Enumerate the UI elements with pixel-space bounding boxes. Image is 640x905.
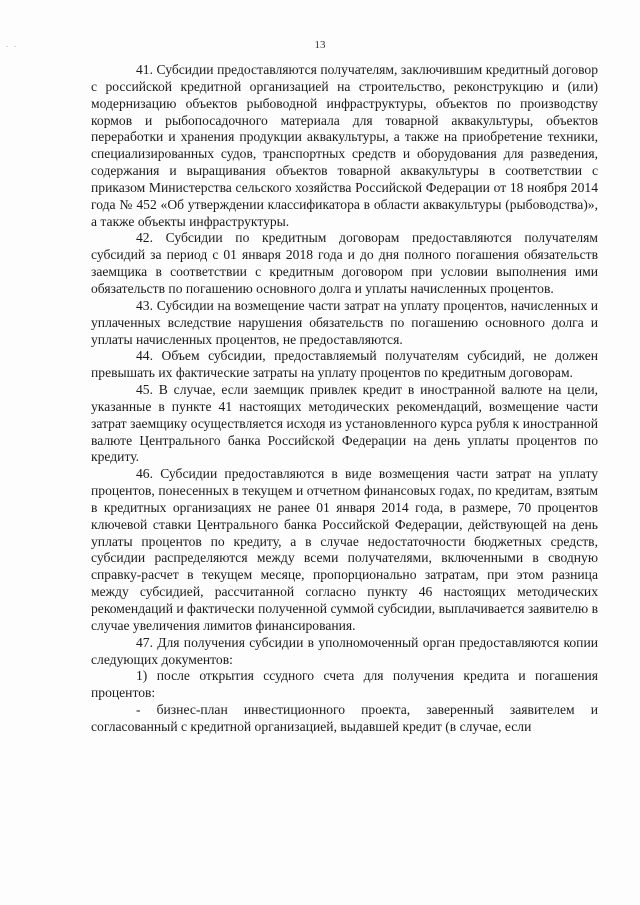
document-body: [91, 62, 598, 736]
page-number: 13: [314, 39, 326, 51]
paragraph-47: 47. Для получения субсидии в уполномоченный орган предоставляются копии следующих документов:: [91, 634, 598, 667]
paragraph-42: 42. Субсидии по кредитным договорам предоставляются получателям субсидий за период с 01 января 2018 года и до дня полного погашения обязательств заемщика в соответствии с кредитным договором при условии выполнения ими обязательств по погашению основного долга и уплаты начисленных процентов.: [91, 230, 598, 296]
paragraph-47-item-1: 1) после открытия ссудного счета для получения кредита и погашения процентов:: [91, 668, 598, 701]
paragraph-44: 44. Объем субсидии, предоставляемый получателям субсидий, не должен превышать их фактические затраты на уплату процентов по кредитным договорам.: [91, 348, 598, 381]
paragraph-43: 43. Субсидии на возмещение части затрат на уплату процентов, начисленных и уплаченных вследствие нарушения обязательств по погашению основного долга и уплаты начисленных процентов, не предоставляются.: [91, 297, 598, 347]
paragraph-45: 45. В случае, если заемщик привлек кредит в иностранной валюте на цели, указанные в пункте 41 настоящих методических рекомендаций, возмещение части затрат заемщику осуществляется исходя из установленного курса рубля к иностранной валюте Центрального банка Российской Федерации на день уплаты процентов по кредиту.: [91, 382, 598, 465]
paragraph-41: 41. Субсидии предоставляются получателям, заключившим кредитный договор с российской кредитной организацией на строительство, реконструкцию и (или) модернизацию объектов рыбоводной инфраструктуры, объектов по производству кормов и рыбопосадочного материала для товарной аквакультуры, объектов переработки и хранения продукции аквакультуры, а также на приобретение техники, специализированных судов, транспортных средств и оборудования для разведения, содержания и выращивания объектов товарной аквакультуры в соответствии с приказом Министерства сельского хозяйства Российской Федерации от 18 ноября 2014 года № 452 «Об утверждении классификатора в области аквакультуры (рыбоводства)», а также объекты инфраструктуры.: [91, 62, 598, 229]
scan-edge-mark: . .: [6, 40, 18, 49]
paragraph-46: 46. Субсидии предоставляются в виде возмещения части затрат на уплату процентов, понесенных в текущем и отчетном финансовых годах, по кредитам, взятым в кредитных организациях не ранее 01 января 2014 года, в размере, 70 процентов ключевой ставки Центрального банка Российской Федерации, действующей на день уплаты процентов по кредиту, а в случае недостаточности бюджетных средств, субсидии распределяются между всеми получателями, включенными в сводную справку-расчет в текущем месяце, пропорционально затратам, при этом разница между субсидией, рассчитанной согласно пункту 46 настоящих методических рекомендаций и фактически полученной суммой субсидии, выплачивается заявителю в случае увеличения лимитов финансирования.: [91, 466, 598, 633]
paragraph-47-item-1-bullet: - бизнес-план инвестиционного проекта, заверенный заявителем и согласованный с кредитной организацией, выдавшей кредит (в случае, если: [91, 702, 598, 734]
